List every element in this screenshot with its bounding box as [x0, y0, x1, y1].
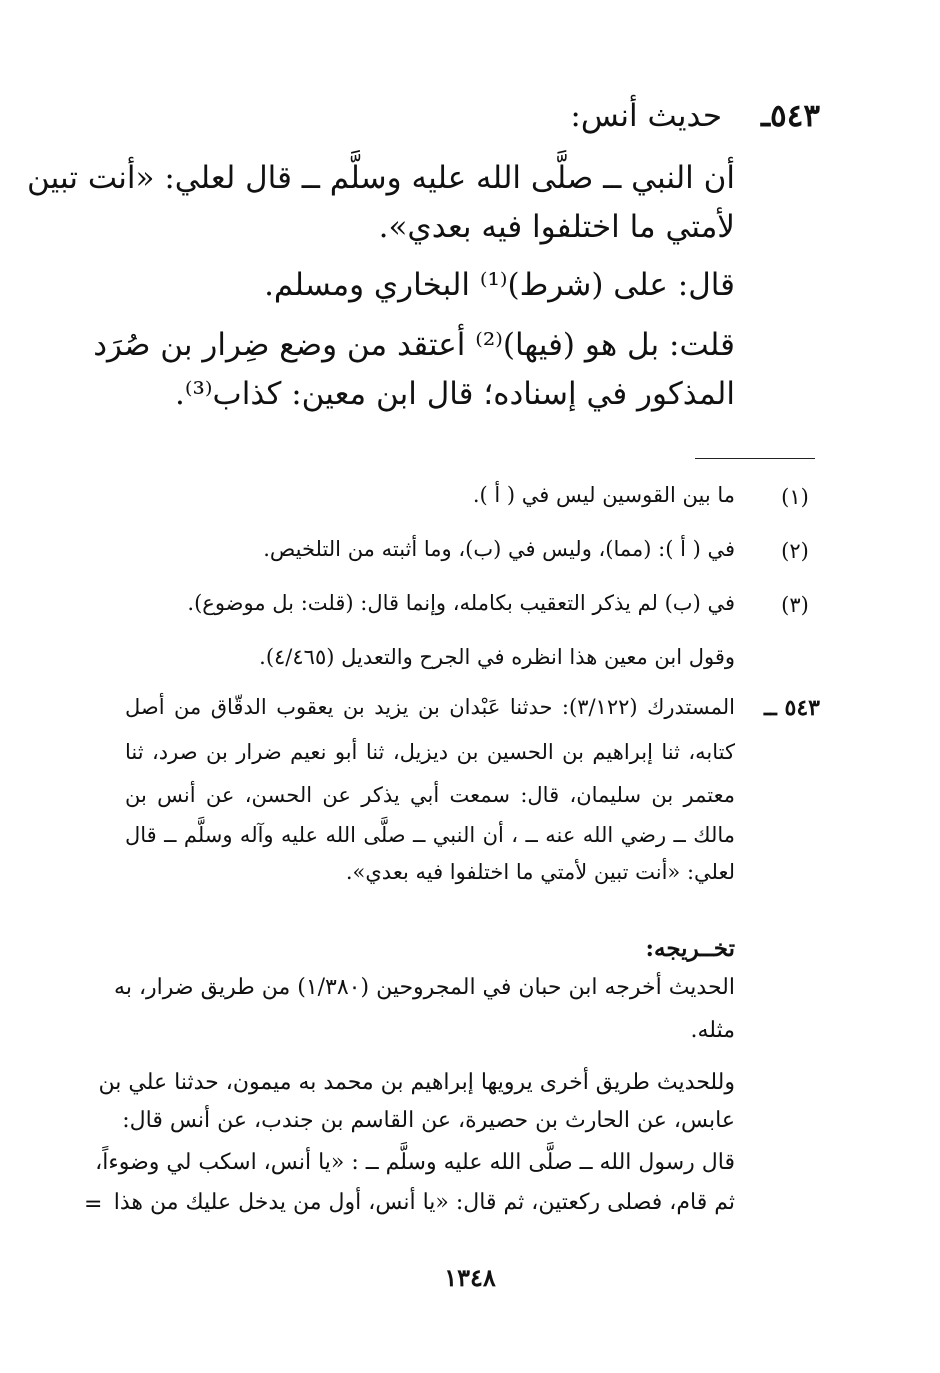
page-number: ١٣٤٨ [444, 1263, 496, 1292]
footnote-separator [695, 458, 815, 459]
footnote-text-2: في ( أ ): (مما)، وليس في (ب)، وما أثبته من التلخيص. [263, 537, 735, 561]
main-line-5: المذكور في إسناده؛ قال ابن معين: كذاب⁽³⁾. [175, 376, 735, 412]
takhreej-p1-line-1: الحديث أخرجه ابن حبان في المجروحين (١/٣٨٠) من طريق ضرار، به [114, 975, 735, 1000]
main-line-2: لأمتي ما اختلفوا فيه بعدي». [378, 209, 735, 245]
footnote-text-3: في (ب) لم يذكر التعقيب بكامله، وإنما قال: (قلت: بل موضوع). [187, 591, 735, 615]
footnote-number-2: (٢) [781, 539, 809, 563]
mustadrak-line-2: كتابه، ثنا إبراهيم بن الحسين بن ديزيل، ثنا أبو نعيم ضرار بن صرد، ثنا [125, 740, 735, 764]
hadith-number: ٥٤٣ـ [760, 98, 820, 134]
hadith-title: حديث أنس: [570, 98, 722, 134]
continuation-mark: = [84, 1192, 103, 1217]
takhreej-heading: تخــريجه: [645, 935, 735, 962]
main-line-3: قال: على (شرط)⁽¹⁾ البخاري ومسلم. [264, 267, 735, 303]
takhreej-p2-line-2: عابس، عن الحارث بن حصيرة، عن القاسم بن جندب، عن أنس قال: [122, 1108, 735, 1133]
mustadrak-line-1: المستدرك (٣/١٢٢): حدثنا عَبْدان بن يزيد بن يعقوب الدقّاق من أصل [125, 695, 735, 719]
mustadrak-line-4: مالك ــ رضي الله عنه ــ ، أن النبي ــ صلَّى الله عليه وآله وسلَّم ــ قال [125, 823, 735, 847]
takhreej-p2-line-3: قال رسول الله ــ صلَّى الله عليه وسلَّم ــ : «يا أنس، اسكب لي وضوءاً، [95, 1150, 735, 1175]
main-line-1: أن النبي ــ صلَّى الله عليه وسلَّم ــ قال لعلي: «أنت تبين [27, 160, 735, 196]
mustadrak-line-3: معتمر بن سليمان، قال: سمعت أبي يذكر عن الحسن، عن أنس بن [125, 783, 735, 807]
footnote-text-3-continued: وقول ابن معين هذا انظره في الجرح والتعديل (٤/٤٦٥). [259, 645, 735, 669]
takhreej-p2-line-1: وللحديث طريق أخرى يرويها إبراهيم بن محمد به ميمون، حدثنا علي بن [98, 1070, 735, 1095]
mustadrak-number: ٥٤٣ ــ [763, 695, 820, 721]
footnote-text-1: ما بين القوسين ليس في ( أ ). [472, 483, 735, 507]
takhreej-p2-line-4: ثم قام، فصلى ركعتين، ثم قال: «يا أنس، أول من يدخل عليك من هذا [113, 1190, 735, 1215]
takhreej-p1-line-2: مثله. [690, 1018, 735, 1043]
footnote-number-3: (٣) [781, 593, 809, 617]
footnote-number-1: (١) [781, 485, 809, 509]
mustadrak-line-5: لعلي: «أنت تبين لأمتي ما اختلفوا فيه بعدي». [345, 860, 735, 884]
main-line-4: قلت: بل هو (فيها)⁽²⁾ أعتقد من وضع ضِرار بن صُرَد [93, 327, 735, 363]
